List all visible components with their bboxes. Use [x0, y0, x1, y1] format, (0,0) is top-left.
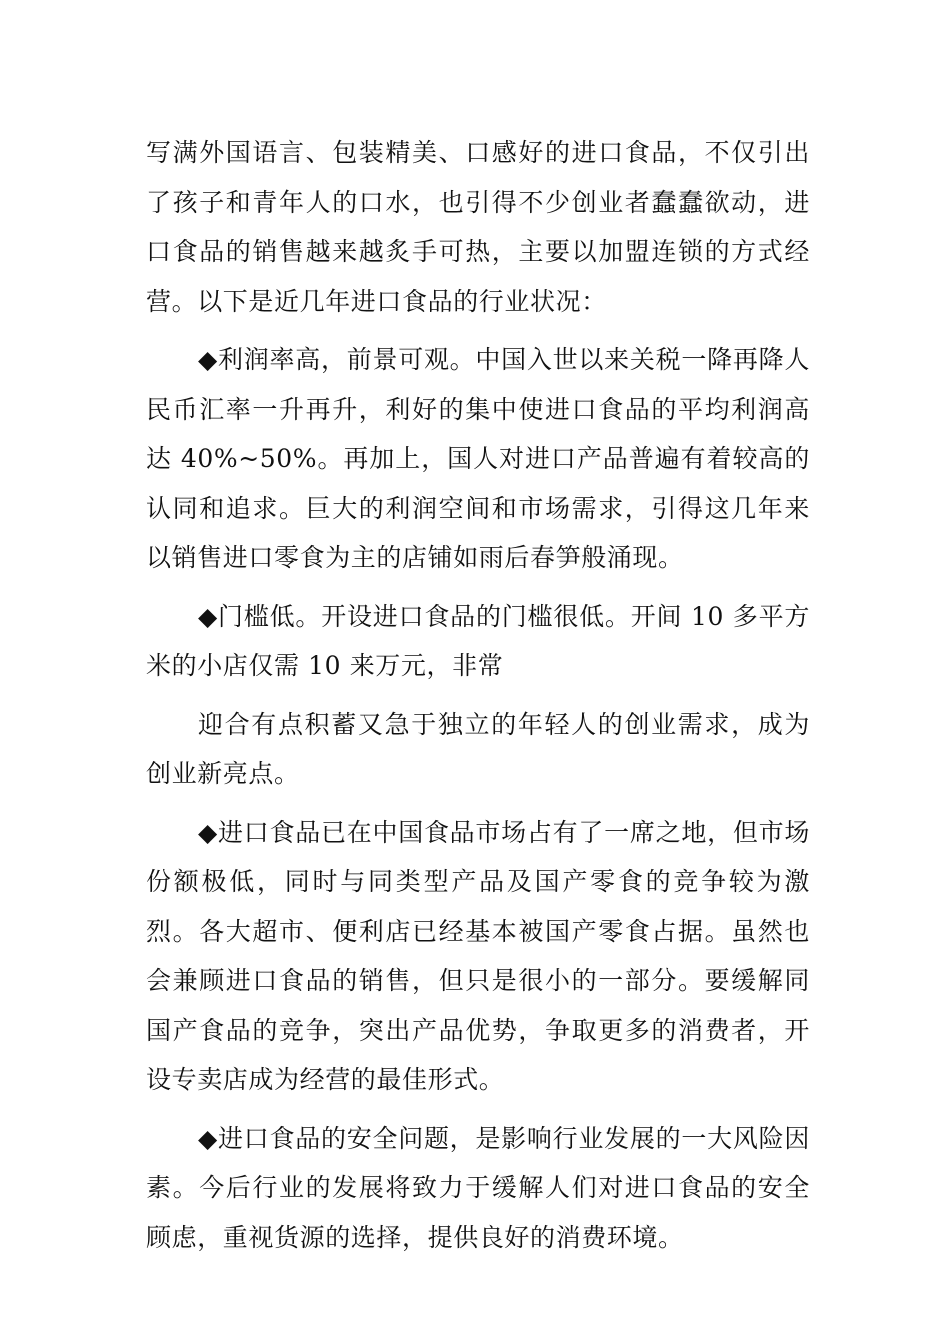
- paragraph-intro: 写满外国语言、包装精美、口感好的进口食品，不仅引出了孩子和青年人的口水，也引得不少创业者蠢蠢欲动，进口食品的销售越来越炙手可热，主要以加盟连锁的方式经营。以下是近几年进口食品的行业状况：: [146, 138, 810, 316]
- paragraph-threshold-continued: 迎合有点积蓄又急于独立的年轻人的创业需求，成为创业新亮点。: [146, 709, 810, 788]
- paragraph-profit: ◆利润率高，前景可观。中国入世以来关税一降再降人民币汇率一升再升，利好的集中使进口食品的平均利润高达 40%~50%。再加上，国人对进口产品普遍有着较高的认同和追求。巨大的利润空间和市场需求，引得这几年来以销售进口零食为主的店铺如雨后春笋般涌现。: [146, 345, 810, 572]
- document-body: [146, 128, 810, 1262]
- paragraph-safety: ◆进口食品的安全问题，是影响行业发展的一大风险因素。今后行业的发展将致力于缓解人们对进口食品的安全顾虑，重视货源的选择，提供良好的消费环境。: [146, 1123, 810, 1252]
- paragraph-threshold: ◆门槛低。开设进口食品的门槛很低。开间 10 多平方米的小店仅需 10 来万元，非常: [146, 601, 810, 680]
- paragraph-market-share: ◆进口食品已在中国食品市场占有了一席之地，但市场份额极低，同时与同类型产品及国产零食的竞争较为激烈。各大超市、便利店已经基本被国产零食占据。虽然也会兼顾进口食品的销售，但只是很小的一部分。要缓解同国产食品的竞争，突出产品优势，争取更多的消费者，开设专卖店成为经营的最佳形式。: [146, 817, 810, 1094]
